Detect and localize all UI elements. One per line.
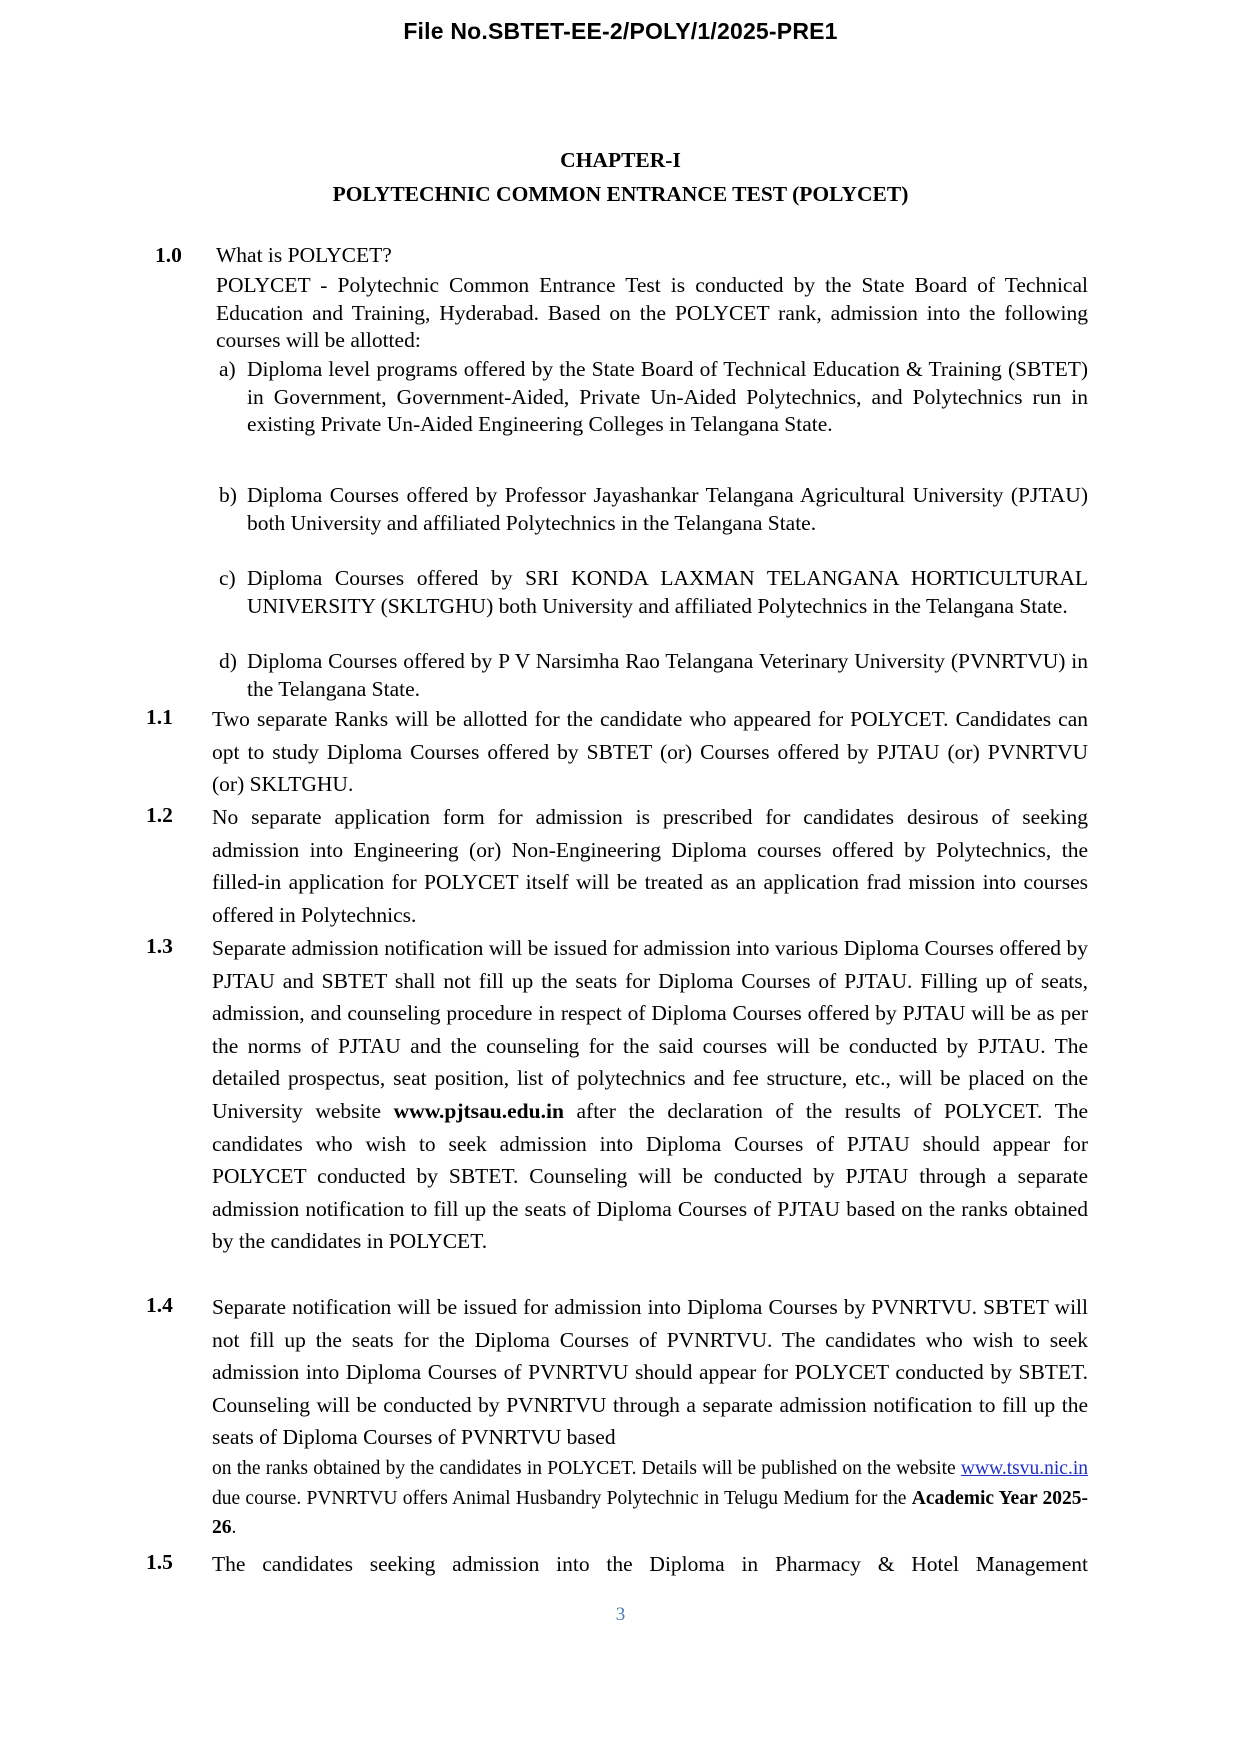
section-1-3-text xyxy=(212,932,1088,1258)
chapter-title: CHAPTER-I xyxy=(560,148,681,172)
list-item-letter: a) xyxy=(219,357,236,381)
list-item-text: Diploma Courses offered by P V Narsimha Rao Telangana Veterinary University (PVNRTVU) in the Telangana State. xyxy=(247,649,1088,701)
list-item-letter: b) xyxy=(219,483,237,507)
list-item-text: Diploma level programs offered by the State Board of Technical Education & Training (SBTET) in Government, Government-Aided, Private Un-Aided Polytechnics, and Polytechnics run in existing Private Un-Aided Engineering Colleges in Telangana State. xyxy=(247,357,1088,436)
section-number-1-4: 1.4 xyxy=(146,1293,173,1317)
section-1-4-text-part-b: on the ranks obtained by the candidates in POLYCET. Details will be published on the website xyxy=(212,1458,956,1479)
file-number-header: File No.SBTET-EE-2/POLY/1/2025-PRE1 xyxy=(403,18,838,44)
section-1-1-text: Two separate Ranks will be allotted for the candidate who appeared for POLYCET. Candidates can opt to study Diploma Courses offered by SBTET (or) Courses offered by PJTAU (or) PVNRTVU (or) SKLTGHU. xyxy=(212,707,1088,797)
academic-year: Academic Year 2025-26 xyxy=(212,1487,1089,1538)
section-1-3-text-part-a: Separate admission notification will be issued for admission into various Diploma Courses offered by PJTAU and SBTET shall not fill up the seats for Diploma Courses of PJTAU. Filling up of seats, admission, and counseling procedure in respect of Diploma Courses offered by PJTAU will be as per the norms of PJTAU and the counseling for the said courses will be conducted by PJTAU. The detailed prospectus, seat position, list of polytechnics and fee structure, etc., will be placed on the University website xyxy=(212,936,1088,1123)
section-number-1-5: 1.5 xyxy=(146,1550,173,1574)
section-1-4-text-part-c: due course. PVNRTVU offers Animal Husbandry Polytechnic in Telugu Medium for the xyxy=(212,1487,907,1509)
tsvu-website-link[interactable]: www.tsvu.nic.in xyxy=(960,1458,1088,1479)
chapter-subtitle: POLYTECHNIC COMMON ENTRANCE TEST (POLYCET) xyxy=(332,182,909,206)
list-item-text: Diploma Courses offered by Professor Jayashankar Telangana Agricultural University (PJTAU) both University and affiliated Polytechnics in the Telangana State. xyxy=(247,483,1088,535)
section-1-4-small-text xyxy=(212,1454,1088,1543)
page-number: 3 xyxy=(615,1604,626,1625)
section-number-1-1: 1.1 xyxy=(146,705,173,729)
section-1-5-text: The candidates seeking admission into the Diploma in Pharmacy & Hotel Management xyxy=(212,1552,1088,1576)
list-item-letter: d) xyxy=(219,649,237,673)
section-1-0-intro: POLYCET - Polytechnic Common Entrance Test is conducted by the State Board of Technical Education and Training, Hyderabad. Based on the POLYCET rank, admission into the following courses will be allotted: xyxy=(216,273,1088,352)
section-heading-1-0: What is POLYCET? xyxy=(216,243,392,267)
section-number-1-2: 1.2 xyxy=(146,803,173,827)
section-1-4-text xyxy=(212,1291,1088,1454)
pjtsau-website: www.pjtsau.edu.in xyxy=(393,1098,564,1123)
list-item-letter: c) xyxy=(219,566,236,590)
section-number-1-0: 1.0 xyxy=(155,243,182,267)
section-number-1-3: 1.3 xyxy=(146,934,173,958)
list-item-text: Diploma Courses offered by SRI KONDA LAXMAN TELANGANA HORTICULTURAL UNIVERSITY (SKLTGHU) both University and affiliated Polytechnics in the Telangana State. xyxy=(247,566,1088,618)
section-1-4-text-part-a: Separate notification will be issued for admission into Diploma Courses by PVNRTVU. SBTET will not fill up the seats for the Diploma Courses of PVNRTVU. The candidates who wish to seek admission into Diploma Courses of PVNRTVU should appear for POLYCET conducted by SBTET. Counseling will be conducted by PVNRTVU through a separate admission notification to fill up the seats of Diploma Courses of PVNRTVU based xyxy=(212,1295,1088,1450)
section-1-4-end: . xyxy=(231,1517,237,1538)
section-1-3-text-part-b: after the declaration of the results of POLYCET. The candidates who wish to seek admission into Diploma Courses of PJTAU should appear for POLYCET conducted by SBTET. Counseling will be conducted by PJTAU through a separate admission notification to fill up the seats of Diploma Courses of PJTAU based on the ranks obtained by the candidates in POLYCET. xyxy=(212,1098,1089,1254)
section-1-2-text: No separate application form for admission is prescribed for candidates desirous of seeking admission into Engineering (or) Non-Engineering Diploma courses offered by Polytechnics, the filled-in application for POLYCET itself will be treated as an application frad mission into courses offered in Polytechnics. xyxy=(212,805,1088,927)
